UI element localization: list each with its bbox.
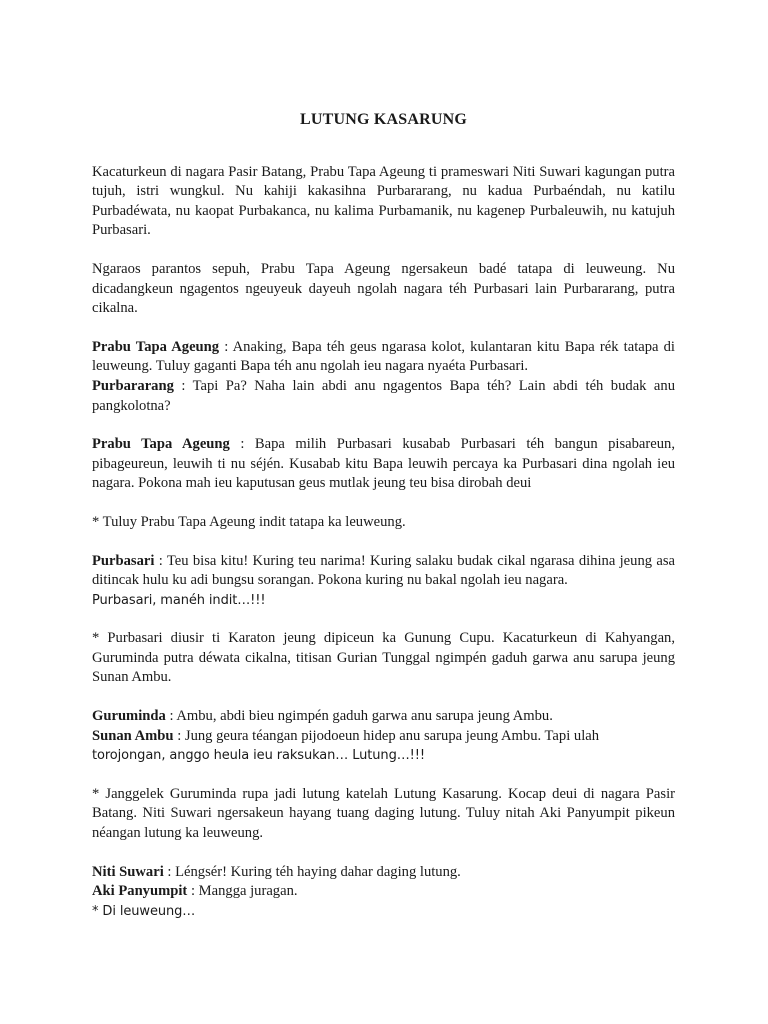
dialogue-line bbox=[92, 435, 675, 494]
dialogue-text: : Tapi Pa? Naha lain abdi anu ngagentos Bapa téh? Lain abdi téh budak anu pangkolotna? bbox=[92, 377, 675, 414]
dialogue-line bbox=[92, 552, 675, 591]
speaker-name: Sunan Ambu bbox=[92, 727, 174, 744]
speaker-name: Aki Panyumpit bbox=[92, 883, 188, 900]
dialogue-text: : Ambu, abdi bieu ngimpén gaduh garwa anu sarupa jeung Ambu. bbox=[165, 708, 553, 725]
dialogue-text: : Anaking, Bapa téh geus ngarasa kolot, kulantaran kitu Bapa rék tatapa di leuweung. Tuluy gaganti Bapa téh anu ngolah ieu nagara nyaéta Purbasari. bbox=[92, 338, 675, 375]
dialogue-line bbox=[92, 377, 675, 416]
narration-note-3: * Janggelek Guruminda rupa jadi lutung katelah Lutung Kasarung. Kocap deui di nagara Pasir Batang. Niti Suwari ngersakeun hayang tuang daging lutung. Tuluy nitah Aki Panyumpit pikeun néangan lutung ka leuweung. bbox=[92, 785, 675, 842]
dialogue-text-tail: torojongan, anggo heula ieu raksukan… Lutung…!!! bbox=[92, 748, 425, 764]
dialogue-line bbox=[92, 727, 675, 747]
dialogue-block-1 bbox=[92, 338, 675, 416]
dialogue-line bbox=[92, 707, 675, 727]
paragraph-intro: Kacaturkeun di nagara Pasir Batang, Prabu Tapa Ageung ti prameswari Niti Suwari kagungan putra tujuh, istri wungkul. Nu kahiji kakasihna Purbararang, nu kadua Purbaéndah, nu katilu Purbadéwata, nu kaopat Purbakanca, nu kalima Purbamanik, nu kagenep Purbaleuwih, nu katujuh Purbasari. bbox=[92, 163, 675, 239]
speaker-name: Prabu Tapa Ageung bbox=[92, 338, 220, 355]
paragraph-succession: Ngaraos parantos sepuh, Prabu Tapa Ageung ngersakeun badé tatapa di leuweung. Nu dicadangkeun ngagentos ngeuyeuk dayeuh ngolah nagara téh Purbasari lain Purbararang, putra cikalna. bbox=[92, 260, 675, 317]
dialogue-block-3 bbox=[92, 552, 675, 611]
speaker-name: Purbasari bbox=[92, 552, 155, 569]
speaker-name: Purbararang bbox=[92, 377, 174, 394]
dialogue-line bbox=[92, 882, 675, 902]
scene-note bbox=[92, 902, 675, 922]
speaker-name: Niti Suwari bbox=[92, 863, 164, 880]
dialogue-text-tail: Purbasari, manéh indit…!!! bbox=[92, 592, 266, 608]
narration-note-1: * Tuluy Prabu Tapa Ageung indit tatapa ka leuweung. bbox=[92, 513, 406, 530]
narration-note-2: * Purbasari diusir ti Karaton jeung dipiceun ka Gunung Cupu. Kacaturkeun di Kahyangan, Guruminda putra déwata cikalna, titisan Gurian Tunggal ngimpén gaduh garwa anu sarupa jeung Sunan Ambu. bbox=[92, 630, 675, 686]
dialogue-block-4 bbox=[92, 707, 675, 766]
speaker-name: Prabu Tapa Ageung bbox=[92, 436, 230, 453]
document-title: LUTUNG KASARUNG bbox=[299, 111, 467, 128]
dialogue-text: : Teu bisa kitu! Kuring teu narima! Kuring salaku budak cikal ngarasa dihina jeung asa ditincak hulu ku adi bungsu sorangan. Pokona kuring nu bakal ngolah ieu nagara. bbox=[92, 552, 675, 589]
dialogue-text: : Bapa milih Purbasari kusabab Purbasari téh bangun pisabareun, pibageureun, leuwih ti nu séjén. Kusabab kitu Bapa leuwih percaya ka Purbasari dina ngolah ieu nagara. Pokona mah ieu kaputusan geus mutlak jeung teu bisa dirobah deui bbox=[92, 436, 675, 492]
dialogue-block-2 bbox=[92, 435, 675, 494]
dialogue-text: : Mangga juragan. bbox=[187, 883, 298, 900]
dialogue-line bbox=[92, 338, 675, 377]
scene-note-text: * Di leuweung… bbox=[92, 903, 196, 919]
dialogue-text: : Jung geura téangan pijodoeun hidep anu sarupa jeung Ambu. Tapi ulah bbox=[173, 727, 600, 744]
speaker-name: Guruminda bbox=[92, 708, 166, 725]
dialogue-line bbox=[92, 863, 675, 883]
dialogue-block-5 bbox=[92, 863, 675, 922]
dialogue-text: : Léngsér! Kuring téh haying dahar daging lutung. bbox=[163, 863, 461, 880]
document-page bbox=[92, 110, 675, 940]
